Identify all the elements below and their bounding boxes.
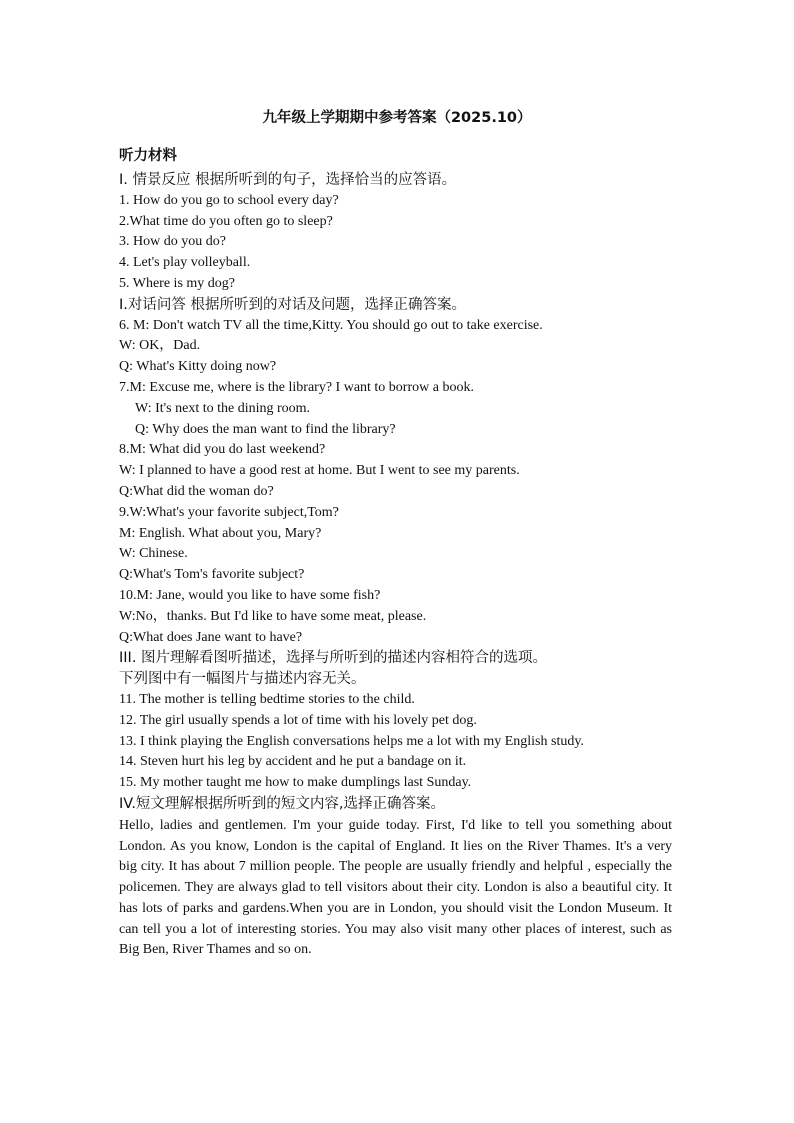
text-line: 10.M: Jane, would you like to have some fish? [119, 588, 381, 603]
text-line: W: Chinese. [119, 546, 188, 561]
section-heading: 听力材料 [119, 148, 177, 164]
text-line: Q: What's Kitty doing now? [119, 359, 277, 374]
text-line: 5. Where is my dog? [119, 276, 235, 291]
text-line: 12. The girl usually spends a lot of time with his lovely pet dog. [119, 713, 477, 728]
text-line: 15. My mother taught me how to make dumplings last Sunday. [119, 775, 472, 790]
section-2-instruction: I.对话问答 根据所听到的对话及问题，选择正确答案。 [119, 297, 466, 313]
text-line: Q:What did the woman do? [119, 484, 274, 499]
section-1-instruction: I. 情景反应 根据所听到的句子，选择恰当的应答语。 [119, 172, 457, 188]
text-line: 7.M: Excuse me, where is the library? I want to borrow a book. [119, 380, 474, 395]
text-line: W: OK，Dad. [119, 338, 201, 353]
passage-paragraph: Hello, ladies and gentlemen. I'm your guide today. First, I'd like to tell you something about London. As you know, London is the capital of England. It lies on the River Thames. It's a very big city. It has about 7 million people. The people are usually friendly and helpful , especially the policemen. They are always glad to tell visitors about their city. London is also a beautiful city. It has lots of parks and gardens.When you are in London, you should visit the London Museum. It can tell you a lot of interesting stories. You may also visit many other places of interest, such as Big Ben, River Thames and so on. [119, 818, 672, 958]
text-line: Q:What's Tom's favorite subject? [119, 567, 305, 582]
text-line: W: It's next to the dining room. [135, 401, 311, 416]
section-4-instruction: IV.短文理解根据所听到的短文内容,选择正确答案。 [119, 796, 446, 812]
text-line: 14. Steven hurt his leg by accident and he put a bandage on it. [119, 754, 467, 769]
text-line: 8.M: What did you do last weekend? [119, 442, 326, 457]
text-line: 4. Let's play volleyball. [119, 255, 251, 270]
section-3-instruction: III. 图片理解看图听描述，选择与所听到的描述内容相符合的选项。 [119, 650, 548, 666]
text-line: 13. I think playing the English conversations helps me a lot with my English study. [119, 734, 584, 749]
text-line: 11. The mother is telling bedtime stories to the child. [119, 692, 415, 707]
section-3-note: 下列图中有一幅图片与描述内容无关。 [119, 671, 366, 687]
text-line: 3. How do you do? [119, 234, 226, 249]
text-line: 9.W:What's your favorite subject,Tom? [119, 505, 339, 520]
text-line: W: I planned to have a good rest at home. But I went to see my parents. [119, 463, 520, 478]
text-line: 6. M: Don't watch TV all the time,Kitty. You should go out to take exercise. [119, 318, 543, 333]
text-line: Q:What does Jane want to have? [119, 630, 303, 645]
text-line: M: English. What about you, Mary? [119, 526, 322, 541]
text-line: 1. How do you go to school every day? [119, 193, 339, 208]
text-line: Q: Why does the man want to find the library? [135, 422, 396, 437]
text-line: W:No，thanks. But I'd like to have some meat, please. [119, 609, 427, 624]
page-title: 九年级上学期期中参考答案（2025.10） [262, 110, 532, 126]
text-line: 2.What time do you often go to sleep? [119, 214, 333, 229]
